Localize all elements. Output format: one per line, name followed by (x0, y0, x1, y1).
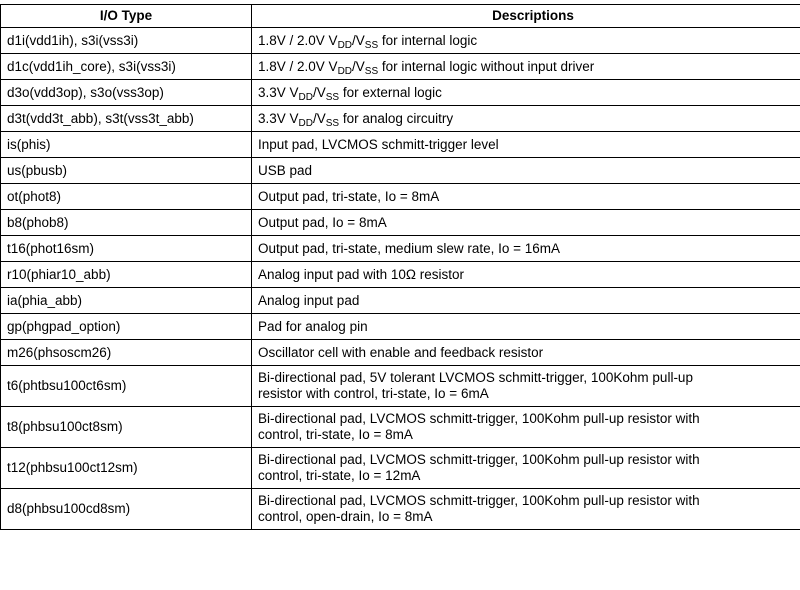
description-cell: 3.3V $V_{DD}/V_{SS}$ for analog circuitry (252, 106, 800, 132)
description-cell: 1.8V / 2.0V $V_{DD}/V_{SS}$ for internal logic without input driver (252, 54, 800, 80)
table-row (1, 448, 800, 489)
description-cell: Bi-directional pad, LVCMOS schmitt-trigger, 100Kohm pull-up resistor with control, tri-state, Io = 8mA (252, 407, 800, 448)
description-cell: USB pad (252, 158, 800, 184)
io-type-cell: is(phis) (1, 132, 252, 158)
io-type-cell: ia(phia_abb) (1, 288, 252, 314)
io-type-cell: d1c(vdd1ih_core), s3i(vss3i) (1, 54, 252, 80)
io-type-table (0, 4, 800, 530)
table-row (1, 236, 800, 262)
io-type-cell: us(pbusb) (1, 158, 252, 184)
io-type-cell: d1i(vdd1ih), s3i(vss3i) (1, 28, 252, 54)
table-row (1, 288, 800, 314)
table-row (1, 407, 800, 448)
description-cell: Bi-directional pad, LVCMOS schmitt-trigger, 100Kohm pull-up resistor with control, tri-state, Io = 12mA (252, 448, 800, 489)
table-row (1, 28, 800, 54)
header-descriptions: Descriptions (252, 5, 800, 28)
table-row (1, 489, 800, 530)
io-type-cell: gp(phgpad_option) (1, 314, 252, 340)
table-row (1, 210, 800, 236)
description-cell: Oscillator cell with enable and feedback resistor (252, 340, 800, 366)
table-row (1, 54, 800, 80)
table-row (1, 158, 800, 184)
table-row (1, 366, 800, 407)
io-type-cell: ot(phot8) (1, 184, 252, 210)
description-cell: 1.8V / 2.0V $V_{DD}/V_{SS}$ for internal logic (252, 28, 800, 54)
table-row (1, 132, 800, 158)
io-type-cell: t6(phtbsu100ct6sm) (1, 366, 252, 407)
header-io-type: I/O Type (1, 5, 252, 28)
io-type-cell: d3t(vdd3t_abb), s3t(vss3t_abb) (1, 106, 252, 132)
table-row (1, 340, 800, 366)
table-row (1, 184, 800, 210)
table-row (1, 262, 800, 288)
table-row (1, 314, 800, 340)
table-row (1, 80, 800, 106)
description-cell: Bi-directional pad, 5V tolerant LVCMOS schmitt-trigger, 100Kohm pull-up resistor with control, tri-state, Io = 6mA (252, 366, 800, 407)
description-cell: Pad for analog pin (252, 314, 800, 340)
description-cell: 3.3V $V_{DD}/V_{SS}$ for external logic (252, 80, 800, 106)
table-row (1, 106, 800, 132)
io-type-cell: m26(phsoscm26) (1, 340, 252, 366)
description-cell: Output pad, Io = 8mA (252, 210, 800, 236)
description-cell: Output pad, tri-state, medium slew rate, Io = 16mA (252, 236, 800, 262)
table-header-row (1, 5, 800, 28)
description-cell: Analog input pad with 10Ω resistor (252, 262, 800, 288)
io-type-cell: t16(phot16sm) (1, 236, 252, 262)
description-cell: Analog input pad (252, 288, 800, 314)
io-type-cell: t12(phbsu100ct12sm) (1, 448, 252, 489)
description-cell: Output pad, tri-state, Io = 8mA (252, 184, 800, 210)
io-type-cell: t8(phbsu100ct8sm) (1, 407, 252, 448)
io-type-cell: r10(phiar10_abb) (1, 262, 252, 288)
io-type-cell: d3o(vdd3op), s3o(vss3op) (1, 80, 252, 106)
description-cell: Input pad, LVCMOS schmitt-trigger level (252, 132, 800, 158)
description-cell: Bi-directional pad, LVCMOS schmitt-trigger, 100Kohm pull-up resistor with control, open-drain, Io = 8mA (252, 489, 800, 530)
io-type-cell: b8(phob8) (1, 210, 252, 236)
io-type-cell: d8(phbsu100cd8sm) (1, 489, 252, 530)
